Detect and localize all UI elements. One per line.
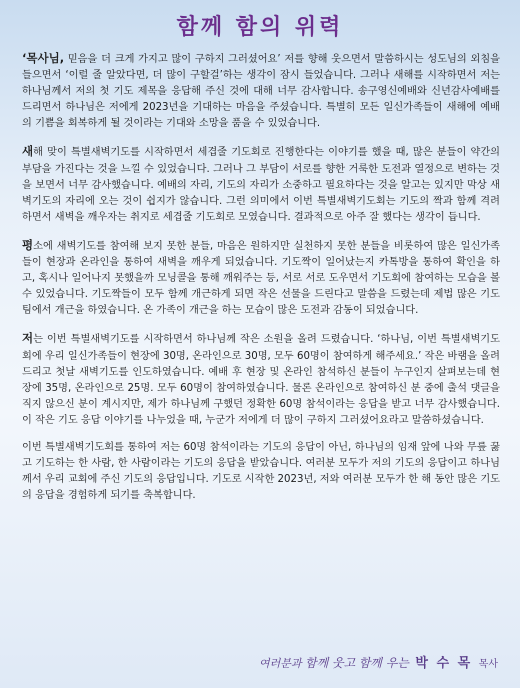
paragraph-2 [22,143,500,225]
article-body [22,50,500,515]
paragraph-5 [22,440,500,504]
paragraph-text: 믿음을 더 크게 가지고 많이 구하지 그러셨어요’ 저를 향해 웃으면서 말씀하시는 성도님의 외침을 들으면서 ‘이럴 줄 알았다면, 더 많이 구할걸’하는 생각이 잠시 들었습니다. 그러나 새해를 시작하면서 저는 하나님께서 저의 첫 기도 제목을 응답해 주신 것에 대해 너무 감사합니다. 송구영신예배와 신년감사예배를 드리면서 하나님은 저에게 2023년을 기대하는 마음을 주셨습니다. 특별히 모든 일신가족들이 새해에 예배의 기쁨을 회복하게 될 것이라는 기대와 소망을 품을 수 있었습니다. [22,54,500,130]
footer-phrase-2: 함께 우는 [358,656,409,670]
author-role: 목사 [478,659,498,670]
paragraph-lead: 새 [22,144,34,159]
paragraph-lead: 평 [22,237,34,252]
footer-phrase-1: 함께 웃고 [305,656,356,670]
paragraph-text: 이번 특별새벽기도회를 통하여 저는 60명 참석이라는 기도의 응답이 아닌, 하나님의 임재 앞에 나와 무릎 꿇고 기도하는 한 사람, 한 사람이라는 기도의 응답을 받았습니다. 여러분 모두가 저의 기도의 응답이고 하나님께서 우리 교회에 주신 기도의 응답입니다. 기도로 시작한 2023년, 저와 여러분 모두가 한 해 동안 많은 기도의 응답을 경험하게 되기를 축복합니다. [22,441,500,502]
paragraph-lead: 저 [22,331,34,346]
paragraph-text: 는 이번 특별새벽기도를 시작하면서 하나님께 작은 소원을 올려 드렸습니다. ‘하나님, 이번 특별새벽기도회에 우리 일신가족들이 현장에 30명, 온라인으로 30명, 모두 60명이 참여하게 해주세요.’ 작은 바램을 올려드리고 첫날 새벽기도를 인도하였습니다. 예배 후 현장 및 온라인 참석하신 분들이 누구인지 살펴보는데 현장에 35명, 온라인으로 25명. 모두 60명이 참여하였습니다. 물론 온라인으로 참여하신 분 중에 출석 댓글을 직지 않으신 분이 계시지만, 제가 하나님께 구했던 정확한 60명 참석이라는 응답을 받고 너무 감사했습니다. 이 작은 기도 응답 이야기를 나누었을 때, 누군가 저에게 더 많이 구하지 그러셨어요라고 말씀하셨습니다. [22,334,500,426]
footer-prefix: 여러분과 [259,657,306,670]
page-title: 함께 함의 위력 [176,15,344,40]
paragraph-text: 해 맞이 특별새벽기도를 시작하면서 세겹줄 기도회로 진행한다는 이야기를 했을 때, 많은 분들이 약간의 부담을 가진다는 것을 느낄 수 있었습니다. 그러나 그 부담이 서로를 향한 거룩한 도전과 열정으로 변하는 것을 보면서 너무 감사했습니다. 예배의 자리, 기도의 자리가 소중하고 필요하다는 것을 알고는 있지만 막상 새벽기도의 자리에 오는 것이 쉽지가 않습니다. 그런 의미에서 이번 특별새벽기도회는 기도의 짝과 함께 격려하면서 새벽을 깨우자는 취지로 세겹줄 기도회로 모였습니다. 결과적으로 아주 잘 했다는 생각이 듭니다. [22,147,500,223]
signature-line [259,652,498,671]
author-name: 박 수 목 [408,656,479,671]
paragraph-1 [22,50,500,132]
paragraph-4 [22,330,500,429]
paragraph-text: 소에 새벽기도를 참여해 보지 못한 분들, 마음은 원하지만 실천하지 못한 분들을 비롯하여 많은 일신가족들이 현장과 온라인을 통하여 새벽을 깨우게 되었습니다. 기도짝이 일어났는지 카톡방을 통하여 확인을 하고, 혹시나 일어나지 못했을까 모닝콜을 통해 깨워주는 등, 서로 서로 도우면서 기도회에 참여하는 모습을 볼 수 있었습니다. 기도짝들이 모두 함께 개근하게 되면 작은 선물을 드린다고 말씀을 드렸는데 제법 많은 기도팀에서 개근을 하였습니다. 온 가족이 개근을 하는 모습이 많은 도전과 감동이 되었습니다. [22,240,500,317]
paragraph-3 [22,237,500,319]
paragraph-lead: ‘목사님, [22,51,65,65]
